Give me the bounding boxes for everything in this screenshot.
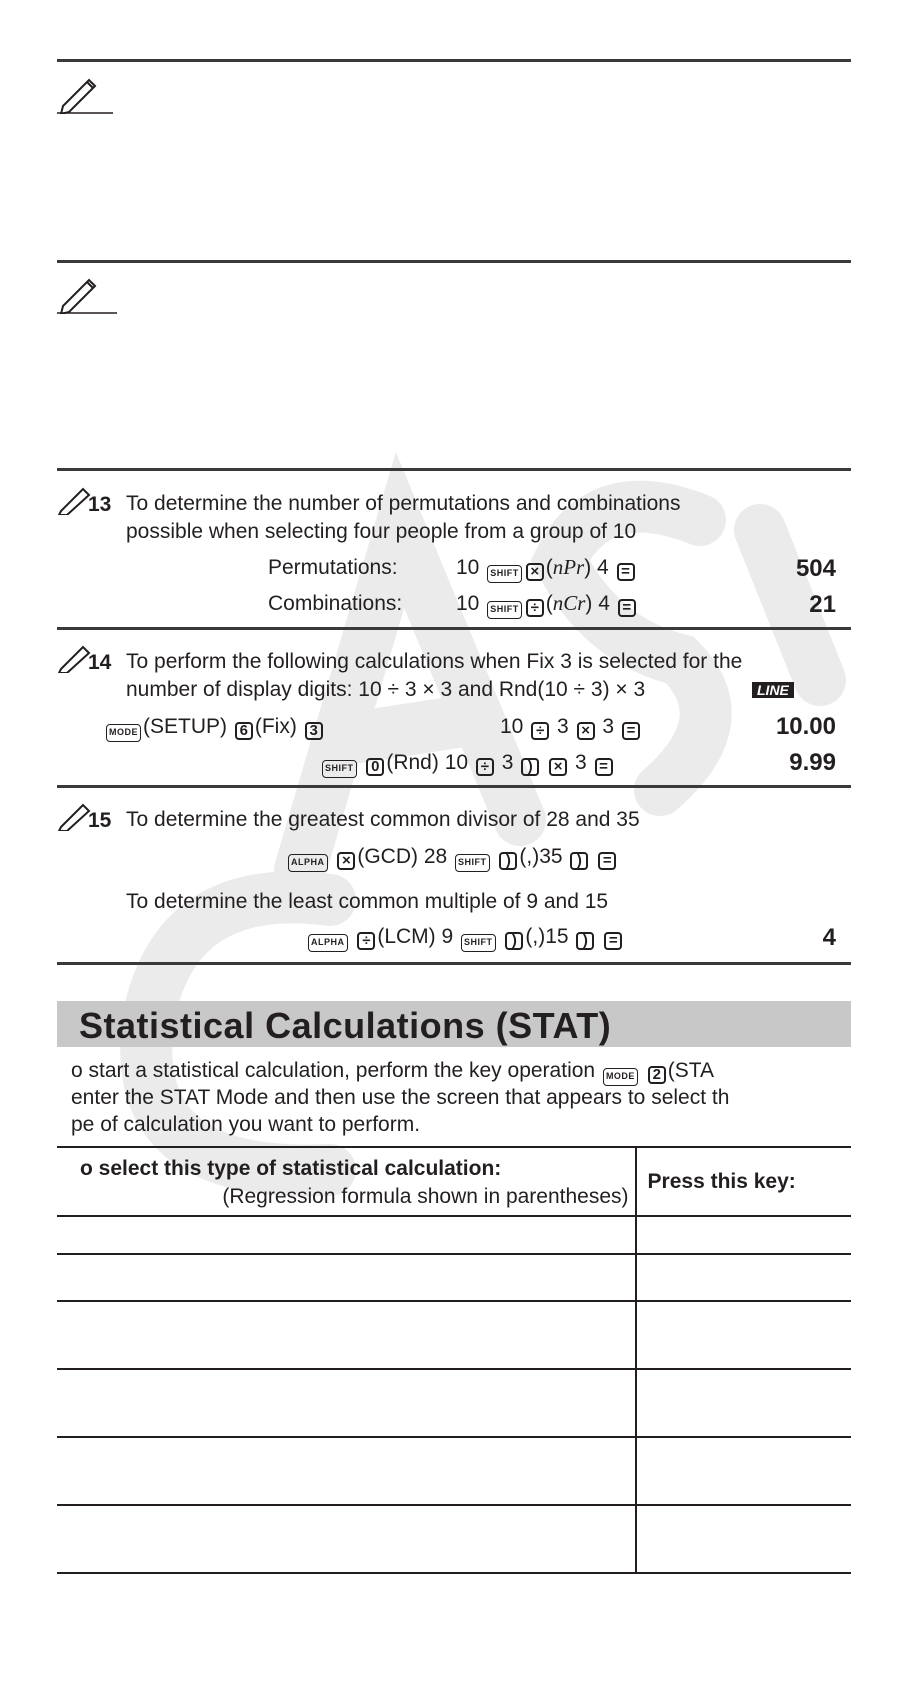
table-row [57, 1369, 851, 1437]
gcd-keys: ALPHA × (GCD) 28 SHIFT ) (,)35 ) = [286, 846, 618, 872]
multiply-key: × [337, 852, 355, 870]
calc-keys-1: 10 ÷ 3 × 3 = [500, 716, 642, 740]
close-paren-key: ) [499, 852, 517, 870]
permutations-label: Permutations: [268, 556, 398, 579]
divide-key: ÷ [476, 758, 494, 776]
table-header-col2: Press this key: [647, 1170, 796, 1193]
line-badge: LINE [752, 680, 794, 701]
digit-3-key: 3 [305, 722, 323, 740]
pencil-icon [57, 276, 117, 314]
multiply-key: × [549, 758, 567, 776]
digit-6-key: 6 [235, 722, 253, 740]
example-text: To determine the greatest common divisor of 28 and 35 [126, 808, 640, 831]
table-row [57, 1301, 851, 1369]
shift-key: SHIFT [455, 854, 490, 872]
equals-key: = [617, 563, 635, 581]
shift-key: SHIFT [461, 934, 496, 952]
stat-intro-line: pe of calculation you want to perform. [71, 1113, 421, 1136]
shift-key: SHIFT [322, 760, 357, 778]
example-text: possible when selecting four people from a group of 10 [126, 520, 637, 543]
rnd-result: 9.99 [789, 749, 836, 776]
lcm-result: 4 [822, 924, 836, 951]
section-heading [57, 1001, 851, 1047]
stat-intro-line: o start a statistical calculation, perform the key operation MODE 2 (STA [71, 1060, 714, 1086]
permutations-keys: 10 SHIFT × (nPr) 4 = [456, 557, 637, 583]
example-number: 15 [88, 809, 112, 832]
multiply-key: × [577, 722, 595, 740]
section-title: Statistical Calculations (STAT) [79, 1005, 612, 1046]
equals-key: = [604, 932, 622, 950]
pencil-icon [57, 76, 113, 114]
permutations-result: 504 [795, 555, 836, 582]
shift-key: SHIFT [487, 565, 522, 583]
example-text: number of display digits: 10 ÷ 3 × 3 and Rnd(10 ÷ 3) × 3 [126, 678, 646, 701]
watermark-letter-s [560, 507, 706, 790]
table-row [57, 1216, 851, 1254]
divide-key: ÷ [531, 722, 549, 740]
close-paren-key: ) [570, 852, 588, 870]
close-paren-key: ) [576, 932, 594, 950]
mode-key: MODE [106, 724, 141, 742]
note-rule-1 [57, 59, 851, 62]
combinations-keys: 10 SHIFT ÷ (nCr) 4 = [456, 593, 638, 619]
alpha-key: ALPHA [288, 854, 328, 872]
digit-0-key: 0 [366, 758, 384, 776]
example-number: 14 [88, 651, 112, 674]
example-text: To perform the following calculations when Fix 3 is selected for the [126, 650, 743, 673]
close-paren-key: ) [521, 758, 539, 776]
stat-type-table [57, 1146, 851, 1574]
example-13-rule [57, 468, 851, 471]
mode-key: MODE [603, 1068, 638, 1086]
alpha-key: ALPHA [308, 934, 348, 952]
table-row [57, 1437, 851, 1505]
table-header-col1-note: (Regression formula shown in parentheses) [222, 1185, 629, 1208]
table-row [57, 1254, 851, 1301]
example-15-bottom-rule [57, 962, 851, 965]
combinations-result: 21 [809, 591, 836, 618]
combinations-label: Combinations: [268, 592, 403, 615]
example-14-rule [57, 627, 851, 630]
example-number: 13 [88, 493, 112, 516]
table-header-row [57, 1147, 851, 1216]
example-text: To determine the number of permutations and combinations [126, 492, 681, 515]
note-rule-2 [57, 260, 851, 263]
divide-key: ÷ [526, 599, 544, 617]
equals-key: = [595, 758, 613, 776]
digit-2-key: 2 [648, 1066, 666, 1084]
example-text: To determine the least common multiple of 9 and 15 [126, 890, 609, 913]
calc-keys-2: SHIFT 0 (Rnd) 10 ÷ 3 ) × 3 = [320, 752, 615, 778]
divide-key: ÷ [357, 932, 375, 950]
table-header-col1: o select this type of statistical calculation: [80, 1157, 502, 1180]
table-row [57, 1505, 851, 1573]
example-15-rule [57, 785, 851, 788]
multiply-key: × [526, 563, 544, 581]
setup-keys: MODE (SETUP) 6 (Fix) 3 [104, 716, 325, 742]
close-paren-key: ) [505, 932, 523, 950]
lcm-keys: ALPHA ÷ (LCM) 9 SHIFT ) (,)15 ) = [306, 926, 624, 952]
stat-intro-line: enter the STAT Mode and then use the screen that appears to select th [71, 1086, 730, 1109]
equals-key: = [598, 852, 616, 870]
equals-key: = [622, 722, 640, 740]
equals-key: = [618, 599, 636, 617]
shift-key: SHIFT [487, 601, 522, 619]
fix-result: 10.00 [775, 713, 836, 740]
